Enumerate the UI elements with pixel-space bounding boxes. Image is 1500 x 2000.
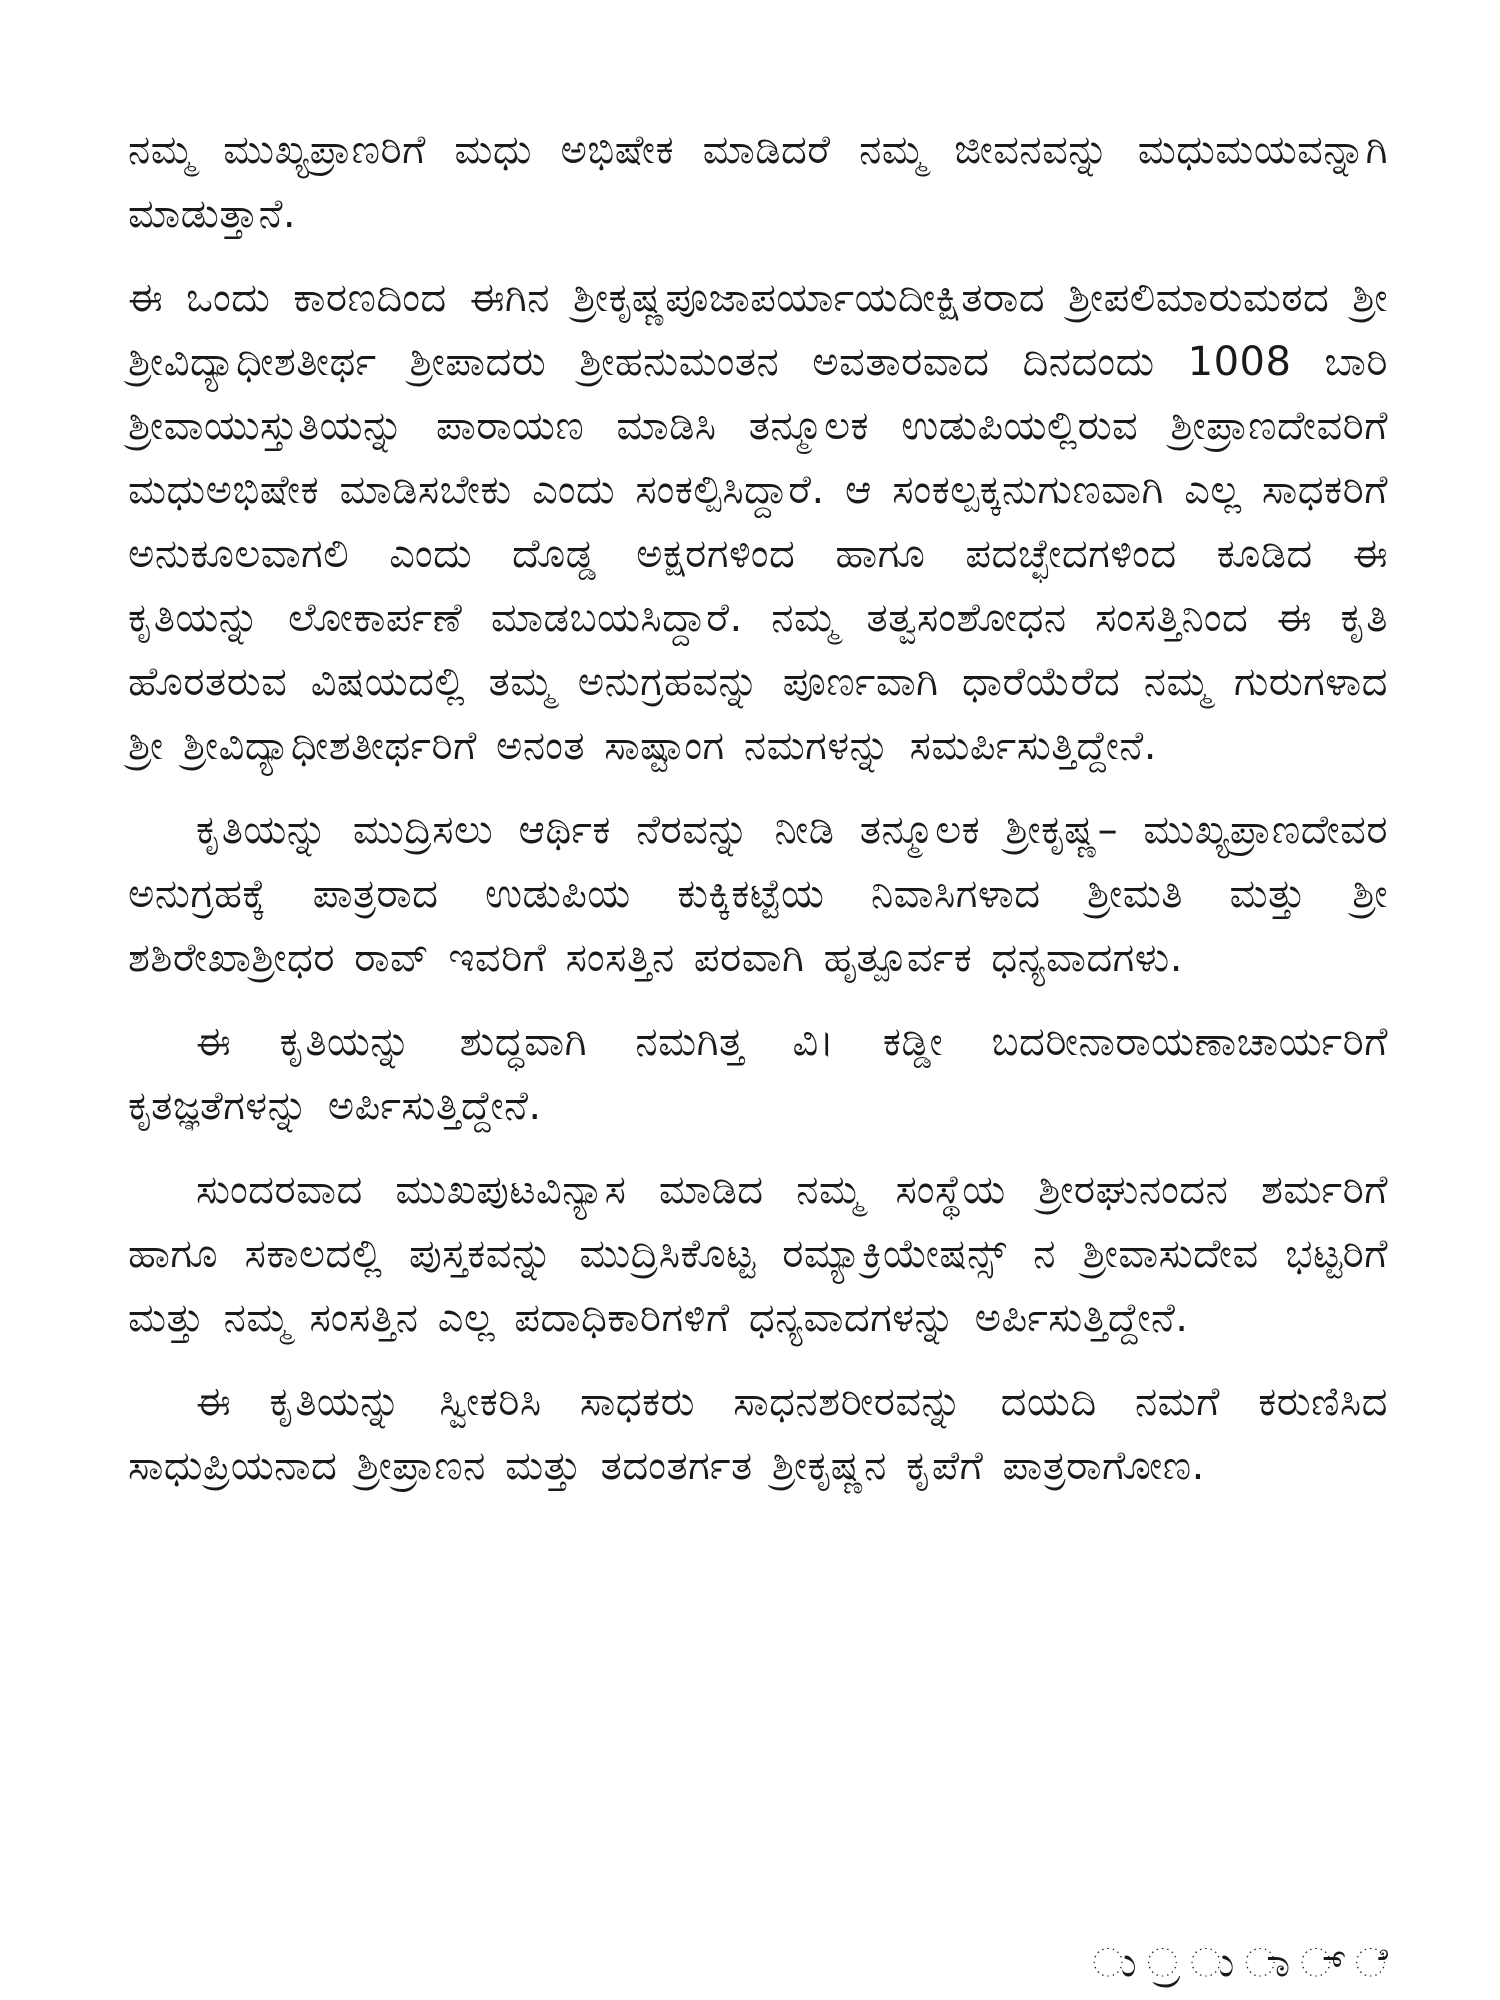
paragraph-4: ಈ ಕೃತಿಯನ್ನು ಶುದ್ಧವಾಗಿ ನಮಗಿತ್ತ ವಿ। ಕಡ್ಡೀ ಬದರೀನಾರಾಯಣಾಚಾರ್ಯರಿಗೆ ಕೃತಜ್ಞತೆಗಳನ್ನು ಅರ್ಪಿಸುತ್ತಿದ್ದೇನೆ. (128, 1019, 1388, 1129)
paragraph-6: ಈ ಕೃತಿಯನ್ನು ಸ್ವೀಕರಿಸಿ ಸಾಧಕರು ಸಾಧನಶರೀರವನ್ನು ದಯದಿ ನಮಗೆ ಕರುಣಿಸಿದ ಸಾಧುಪ್ರಿಯನಾದ ಶ್ರೀಪ್ರಾಣನ ಮತ್ತು ತದಂತರ್ಗತ ಶ್ರೀಕೃಷ್ಣನ ಕೃಪೆಗೆ ಪಾತ್ರರಾಗೋಣ. (128, 1379, 1388, 1489)
cut-off-text-line: ು ್ರ ು ಾ ್ ೆ (1092, 1940, 1388, 1986)
paragraph-5: ಸುಂದರವಾದ ಮುಖಪುಟವಿನ್ಯಾಸ ಮಾಡಿದ ನಮ್ಮ ಸಂಸ್ಥೆಯ ಶ್ರೀರಘುನಂದನ ಶರ್ಮರಿಗೆ ಹಾಗೂ ಸಕಾಲದಲ್ಲಿ ಪುಸ್ತಕವನ್ನು ಮುದ್ರಿಸಿಕೊಟ್ಟ ರಮ್ಯಾಕ್ರಿಯೇಷನ್ಸ್ ನ ಶ್ರೀವಾಸುದೇವ ಭಟ್ಟರಿಗೆ ಮತ್ತು ನಮ್ಮ ಸಂಸತ್ತಿನ ಎಲ್ಲ ಪದಾಧಿಕಾರಿಗಳಿಗೆ ಧನ್ಯವಾದಗಳನ್ನು ಅರ್ಪಿಸುತ್ತಿದ್ದೇನೆ. (128, 1167, 1388, 1341)
paragraph-3: ಕೃತಿಯನ್ನು ಮುದ್ರಿಸಲು ಆರ್ಥಿಕ ನೆರವನ್ನು ನೀಡಿ ತನ್ಮೂಲಕ ಶ್ರೀಕೃಷ್ಣ– ಮುಖ್ಯಪ್ರಾಣದೇವರ ಅನುಗ್ರಹಕ್ಕೆ ಪಾತ್ರರಾದ ಉಡುಪಿಯ ಕುಕ್ಕಿಕಟ್ಟೆಯ ನಿವಾಸಿಗಳಾದ ಶ್ರೀಮತಿ ಮತ್ತು ಶ್ರೀ ಶಶಿರೇಖಾಶ್ರೀಧರ ರಾವ್ ಇವರಿಗೆ ಸಂಸತ್ತಿನ ಪರವಾಗಿ ಹೃತ್ಪೂರ್ವಕ ಧನ್ಯವಾದಗಳು. (128, 807, 1388, 981)
document-body (128, 118, 1388, 1518)
paragraph-2: ಈ ಒಂದು ಕಾರಣದಿಂದ ಈಗಿನ ಶ್ರೀಕೃಷ್ಣಪೂಜಾಪರ್ಯಾಯದೀಕ್ಷಿತರಾದ ಶ್ರೀಪಲಿಮಾರುಮಠದ ಶ್ರೀ ಶ್ರೀವಿದ್ಯಾಧೀಶತೀರ್ಥ ಶ್ರೀಪಾದರು ಶ್ರೀಹನುಮಂತನ ಅವತಾರವಾದ ದಿನದಂದು 1008 ಬಾರಿ ಶ್ರೀವಾಯುಸ್ತುತಿಯನ್ನು ಪಾರಾಯಣ ಮಾಡಿಸಿ ತನ್ಮೂಲಕ ಉಡುಪಿಯಲ್ಲಿರುವ ಶ್ರೀಪ್ರಾಣದೇವರಿಗೆ ಮಧುಅಭಿಷೇಕ ಮಾಡಿಸಬೇಕು ಎಂದು ಸಂಕಲ್ಪಿಸಿದ್ದಾರೆ. ಆ ಸಂಕಲ್ಪಕ್ಕನುಗುಣವಾಗಿ ಎಲ್ಲ ಸಾಧಕರಿಗೆ ಅನುಕೂಲವಾಗಲಿ ಎಂದು ದೊಡ್ಡ ಅಕ್ಷರಗಳಿಂದ ಹಾಗೂ ಪದಚ್ಛೇದಗಳಿಂದ ಕೂಡಿದ ಈ ಕೃತಿಯನ್ನು ಲೋಕಾರ್ಪಣೆ ಮಾಡಬಯಸಿದ್ದಾರೆ. ನಮ್ಮ ತತ್ವಸಂಶೋಧನ ಸಂಸತ್ತಿನಿಂದ ಈ ಕೃತಿ ಹೊರತರುವ ವಿಷಯದಲ್ಲಿ ತಮ್ಮ ಅನುಗ್ರಹವನ್ನು ಪೂರ್ಣವಾಗಿ ಧಾರೆಯೆರೆದ ನಮ್ಮ ಗುರುಗಳಾದ ಶ್ರೀ ಶ್ರೀವಿದ್ಯಾಧೀಶತೀರ್ಥರಿಗೆ ಅನಂತ ಸಾಷ್ಟಾಂಗ ನಮಗಳನ್ನು ಸಮರ್ಪಿಸುತ್ತಿದ್ದೇನೆ. (128, 275, 1388, 769)
paragraph-1: ನಮ್ಮ ಮುಖ್ಯಪ್ರಾಣರಿಗೆ ಮಧು ಅಭಿಷೇಕ ಮಾಡಿದರೆ ನಮ್ಮ ಜೀವನವನ್ನು ಮಧುಮಯವನ್ನಾಗಿ ಮಾಡುತ್ತಾನೆ. (128, 127, 1388, 237)
